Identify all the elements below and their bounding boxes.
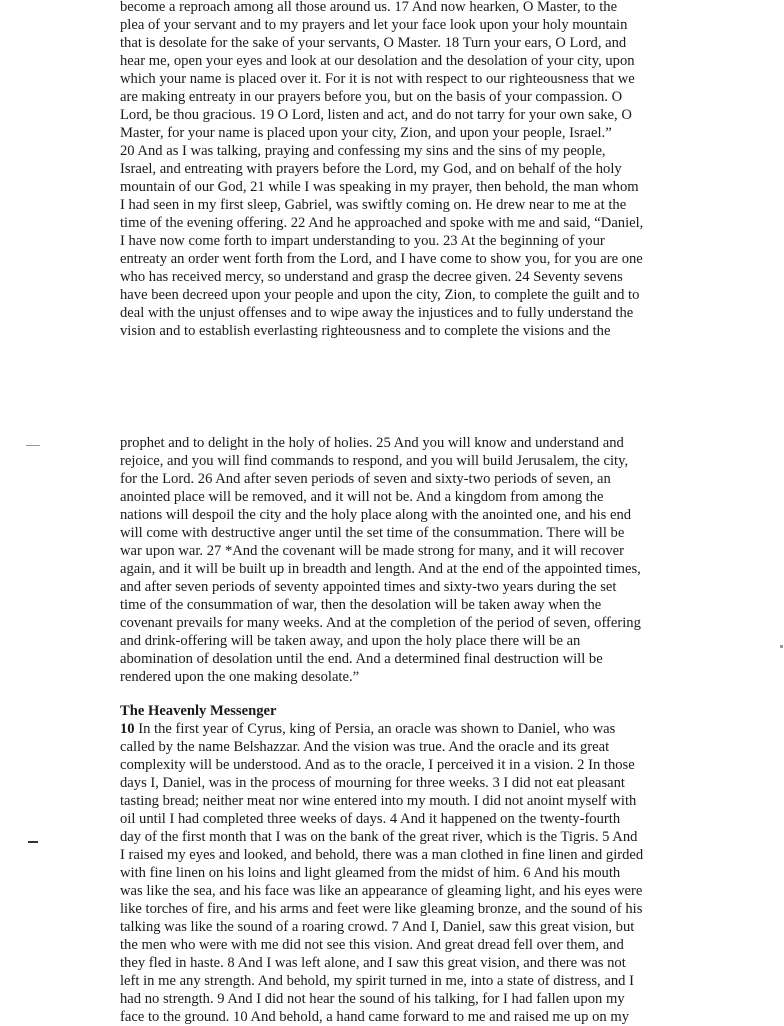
text-line: entreaty an order went forth from the Lord, and I have come to show you, for you are one: [120, 251, 643, 267]
text-line: Israel, and entreating with prayers before the Lord, my God, and on behalf of the holy: [120, 161, 622, 177]
text-line: was like the sea, and his face was like an appearance of gleaming light, and his eyes were: [120, 883, 643, 899]
text-line: complexity will be understood. And as to the oracle, I perceived it in a vision. 2 In those: [120, 757, 635, 773]
text-line: which your name is placed over it. For it is not with respect to our righteousness that we: [120, 71, 635, 87]
text-line: [120, 720, 690, 738]
text-line: Lord, be thou gracious. 19 O Lord, listen and act, and do not tarry for your own sake, O: [120, 107, 632, 123]
text-line: Master, for your name is placed upon your city, Zion, and upon your people, Israel.”: [120, 125, 612, 141]
margin-mark: [28, 841, 38, 843]
margin-mark: [26, 445, 40, 446]
text-line: the men who were with me did not see this vision. And great dread fell over them, and: [120, 937, 624, 953]
text-line: that is desolate for the sake of your servants, O Master. 18 Turn your ears, O Lord, and: [120, 35, 627, 51]
text-line: anointed place will be removed, and it will not be. And a kingdom from among the: [120, 489, 604, 505]
text-line: covenant prevails for many weeks. And at the completion of the period of seven, offering: [120, 615, 641, 631]
text-line: hear me, open your eyes and look at our desolation and the desolation of your city, upon: [120, 53, 635, 69]
text-line: talking was like the sound of a roaring crowd. 7 And I, Daniel, saw this great vision, but: [120, 919, 635, 935]
text-line: time of the consummation of war, then the desolation will be taken away when the: [120, 597, 602, 613]
text-line: and drink-offering will be taken away, and upon the holy place there will be an: [120, 633, 581, 649]
text-line: nations will despoil the city and the holy place along with the anointed one, and his end: [120, 507, 632, 523]
text-line: tasting bread; neither meat nor wine entered into my mouth. I did not anoint myself with: [120, 793, 637, 809]
text-line: again, and it will be built up in breadth and length. And at the end of the appointed times,: [120, 561, 641, 577]
text-line: 20 And as I was talking, praying and confessing my sins and the sins of my people,: [120, 143, 606, 159]
text-line: they fled in haste. 8 And I was left alone, and I saw this great vision, and there was not: [120, 955, 626, 971]
text-line: with fine linen on his loins and light gleamed from the midst of him. 6 And his mouth: [120, 865, 621, 881]
text-line: will come with destructive anger until the set time of the consummation. There will be: [120, 525, 625, 541]
text-line: prophet and to delight in the holy of holies. 25 And you will know and understand and: [120, 435, 624, 451]
text-line: day of the first month that I was on the bank of the great river, which is the Tigris. 5 And: [120, 829, 638, 845]
text-line: I raised my eyes and looked, and behold, there was a man clothed in fine linen and girded: [120, 847, 644, 863]
chapter-number: 10: [120, 721, 135, 737]
text-line: left in me any strength. And behold, my spirit turned in me, into a state of distress, and I: [120, 973, 634, 989]
text-line: rendered upon the one making desolate.”: [120, 669, 360, 685]
text-line: like torches of fire, and his arms and feet were like gleaming bronze, and the sound of his: [120, 901, 643, 917]
text-line: become a reproach among all those around us. 17 And now hearken, O Master, to the: [120, 0, 618, 15]
text-line: called by the name Belshazzar. And the vision was true. And the oracle and its great: [120, 739, 610, 755]
text-line: rejoice, and you will find commands to respond, and you will build Jerusalem, the city,: [120, 453, 629, 469]
text-line-rest: In the first year of Cyrus, king of Persia, an oracle was shown to Daniel, who was: [134, 721, 616, 737]
text-line: have been decreed upon your people and upon the city, Zion, to complete the guilt and to: [120, 287, 640, 303]
text-line: abomination of desolation until the end. And a determined final destruction will be: [120, 651, 603, 667]
text-block-upper: [120, 0, 690, 340]
text-line: I had seen in my first sleep, Gabriel, was swiftly coming on. He drew near to me at the: [120, 197, 627, 213]
text-line: for the Lord. 26 And after seven periods of seven and sixty-two periods of seven, an: [120, 471, 611, 487]
text-line: vision and to establish everlasting righteousness and to complete the visions and the: [120, 323, 611, 339]
text-line: plea of your servant and to my prayers and let your face look upon your holy mountain: [120, 17, 628, 33]
section-heading: The Heavenly Messenger: [120, 703, 277, 719]
text-line: time of the evening offering. 22 And he approached and spoke with me and said, “Daniel,: [120, 215, 644, 231]
text-line: had no strength. 9 And I did not hear the sound of his talking, for I had fallen upon my: [120, 991, 625, 1007]
scan-speck: [780, 645, 783, 648]
text-line: who has received mercy, so understand and grasp the decree given. 24 Seventy sevens: [120, 269, 623, 285]
text-line: days I, Daniel, was in the process of mourning for three weeks. 3 I did not eat pleasant: [120, 775, 625, 791]
text-line: face to the ground. 10 And behold, a hand came forward to me and raised me up on my: [120, 1009, 630, 1025]
text-block-lower: [120, 702, 690, 1026]
text-line: are making entreaty in our prayers before you, but on the basis of your compassion. O: [120, 89, 623, 105]
text-line: and after seven periods of seventy appointed times and sixty-two years during the set: [120, 579, 617, 595]
text-line: deal with the unjust offenses and to wipe away the injustices and to fully understand the: [120, 305, 634, 321]
text-block-middle: [120, 434, 690, 686]
text-line: war upon war. 27 *And the covenant will be made strong for many, and it will recover: [120, 543, 625, 559]
text-line: I have now come forth to impart understanding to you. 23 At the beginning of your: [120, 233, 605, 249]
text-line: oil until I had completed three weeks of days. 4 And it happened on the twenty-fourth: [120, 811, 621, 827]
text-line: mountain of our God, 21 while I was speaking in my prayer, then behold, the man whom: [120, 179, 639, 195]
